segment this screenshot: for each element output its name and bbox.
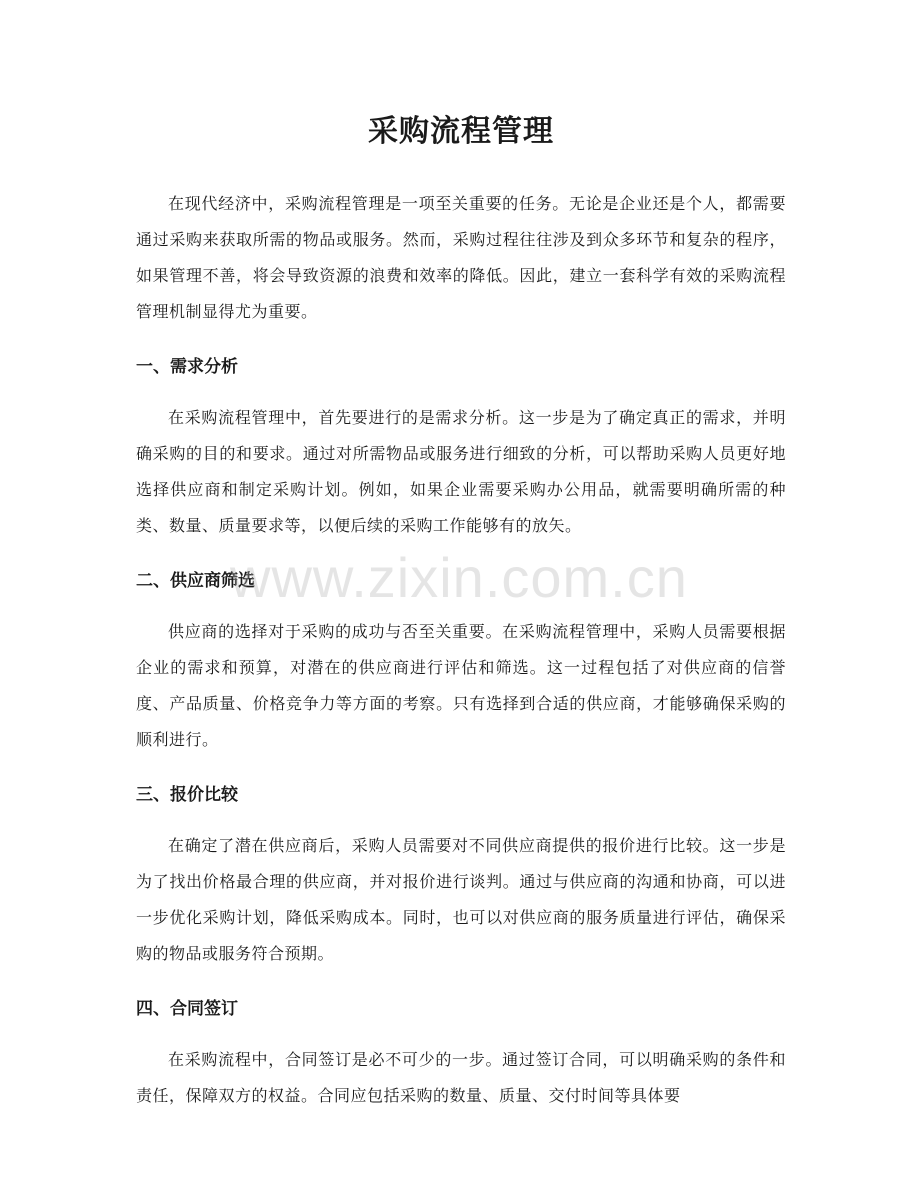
document-page — [136, 108, 786, 1114]
document-title: 采购流程管理 — [368, 114, 554, 149]
section-heading-quote-comparison: 三、报价比较 — [136, 785, 238, 805]
section-heading-supplier-selection: 二、供应商筛选 — [136, 571, 255, 591]
section-body-contract-signing: 在采购流程中，合同签订是必不可少的一步。通过签订合同，可以明确采购的条件和责任，保障双方的权益。合同应包括采购的数量、质量、交付时间等具体要 — [136, 1050, 786, 1105]
section-body-supplier-selection: 供应商的选择对于采购的成功与否至关重要。在采购流程管理中，采购人员需要根据企业的需求和预算，对潜在的供应商进行评估和筛选。这一过程包括了对供应商的信誉度、产品质量、价格竞争力等方面的考察。只有选择到合适的供应商，才能够确保采购的顺利进行。 — [136, 622, 786, 749]
section-body-quote-comparison: 在确定了潜在供应商后，采购人员需要对不同供应商提供的报价进行比较。这一步是为了找出价格最合理的供应商，并对报价进行谈判。通过与供应商的沟通和协商，可以进一步优化采购计划，降低采购成本。同时，也可以对供应商的服务质量进行评估，确保采购的物品或服务符合预期。 — [136, 836, 786, 963]
watermark: www.zixin.com.cn — [230, 546, 688, 609]
section-heading-demand-analysis: 一、需求分析 — [136, 357, 238, 377]
intro-paragraph: 在现代经济中，采购流程管理是一项至关重要的任务。无论是企业还是个人，都需要通过采购来获取所需的物品或服务。然而，采购过程往往涉及到众多环节和复杂的程序，如果管理不善，将会导致资源的浪费和效率的降低。因此，建立一套科学有效的采购流程管理机制显得尤为重要。 — [136, 194, 786, 321]
section-heading-contract-signing: 四、合同签订 — [136, 999, 238, 1019]
section-body-demand-analysis: 在采购流程管理中，首先要进行的是需求分析。这一步是为了确定真正的需求，并明确采购的目的和要求。通过对所需物品或服务进行细致的分析，可以帮助采购人员更好地选择供应商和制定采购计划。例如，如果企业需要采购办公用品，就需要明确所需的种类、数量、质量要求等，以便后续的采购工作能够有的放矢。 — [136, 408, 786, 535]
